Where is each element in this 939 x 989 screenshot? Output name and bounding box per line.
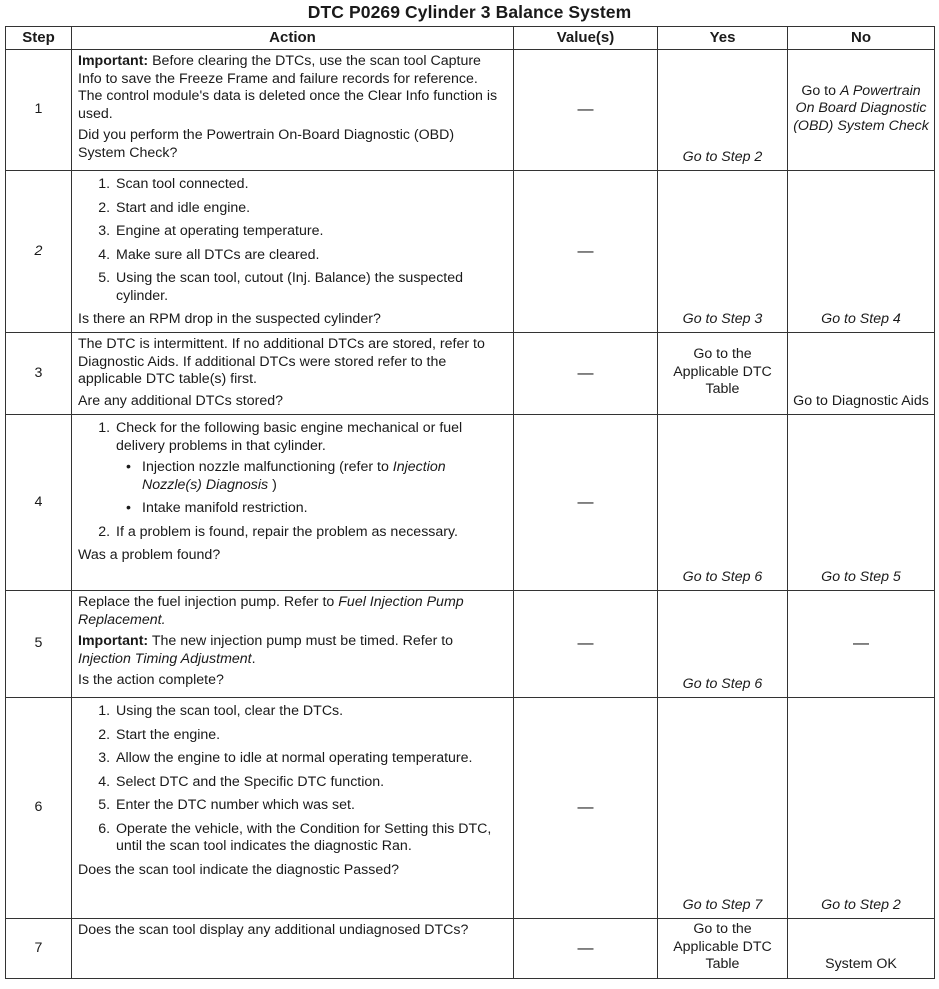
list-item-text: Check for the following basic engine mechanical or fuel delivery problems in that cylinder. xyxy=(116,420,463,454)
procedure-link[interactable]: Fuel Injection Pump Replacement. xyxy=(78,594,464,628)
no-link: System OK xyxy=(825,956,897,972)
yes-cell xyxy=(658,50,788,171)
yes-link[interactable]: Go to the Applicable DTC Table xyxy=(673,921,772,972)
yes-link[interactable]: Go to the Applicable DTC Table xyxy=(673,346,772,398)
action-cell xyxy=(72,698,514,919)
no-link[interactable]: A Powertrain On Board Diagnostic (OBD) System Check xyxy=(793,82,929,134)
action-cell xyxy=(72,415,514,591)
bullet-icon: • xyxy=(126,500,131,516)
no-link[interactable]: Go to Step 4 xyxy=(821,310,901,327)
list-item: 2. Start the engine. xyxy=(114,727,505,745)
list-item: 2. If a problem is found, repair the problem as necessary. xyxy=(114,524,505,542)
yes-cell xyxy=(658,171,788,333)
value-cell: — xyxy=(514,698,658,919)
yes-link[interactable]: Go to Step 3 xyxy=(682,310,763,327)
action-cell xyxy=(72,919,514,979)
value-cell: — xyxy=(514,415,658,591)
table-row-step-3 xyxy=(6,333,935,415)
no-link[interactable]: Go to Diagnostic Aids xyxy=(793,392,929,409)
no-cell xyxy=(788,333,935,415)
list-item: 6. Operate the vehicle, with the Condition for Setting this DTC, until the scan tool indicates the diagnostic Ran. xyxy=(114,821,505,856)
yes-cell xyxy=(658,333,788,415)
important-label: Important: xyxy=(78,633,149,649)
question-text: Does the scan tool indicate the diagnostic Passed? xyxy=(78,861,399,878)
yes-cell xyxy=(658,919,788,979)
list-item: 3. Allow the engine to idle at normal operating temperature. xyxy=(114,750,505,768)
bullet-item xyxy=(126,459,505,494)
question-text: Is the action complete? xyxy=(78,672,224,688)
action-cell xyxy=(72,171,514,333)
bullet-item xyxy=(126,500,505,518)
page-title: DTC P0269 Cylinder 3 Balance System xyxy=(307,2,632,22)
list-item: 4. Select DTC and the Specific DTC function. xyxy=(114,774,505,792)
table-row-step-4 xyxy=(6,415,935,591)
bullet-link[interactable]: Injection Nozzle(s) Diagnosis xyxy=(142,459,446,493)
yes-cell xyxy=(658,591,788,698)
step-number: 7 xyxy=(6,919,72,979)
instruction-list xyxy=(78,420,505,541)
bullet-icon: • xyxy=(126,459,131,475)
no-cell xyxy=(788,919,935,979)
table-row-step-5 xyxy=(6,591,935,698)
instruction-list xyxy=(78,176,505,305)
yes-link[interactable]: Go to Step 2 xyxy=(682,148,763,165)
action-cell xyxy=(72,591,514,698)
list-item: 2. Start and idle engine. xyxy=(114,200,505,218)
yes-cell xyxy=(658,415,788,591)
question-text: Does the scan tool display any additional undiagnosed DTCs? xyxy=(78,922,469,938)
yes-link[interactable]: Go to Step 7 xyxy=(682,896,763,913)
instruction-text xyxy=(78,594,505,629)
step-number: 1 xyxy=(6,50,72,171)
no-link[interactable]: Go to Step 2 xyxy=(821,896,901,913)
important-note xyxy=(78,633,505,668)
no-link[interactable]: Go to Step 5 xyxy=(821,568,901,585)
no-cell xyxy=(788,171,935,333)
important-text-end: . xyxy=(251,650,256,667)
step-number: 4 xyxy=(6,415,72,591)
action-cell xyxy=(72,50,514,171)
yes-link[interactable]: Go to Step 6 xyxy=(682,568,763,585)
step-number: 5 xyxy=(6,591,72,698)
value-cell: — xyxy=(514,171,658,333)
list-item: 1. Scan tool connected. xyxy=(114,176,505,194)
header-yes: Yes xyxy=(658,27,788,50)
bullet-list xyxy=(116,459,505,518)
no-cell xyxy=(788,415,935,591)
question-text: Did you perform the Powertrain On-Board Diagnostic (OBD) System Check? xyxy=(78,127,455,161)
step-number: 2 xyxy=(6,171,72,333)
list-item: 3. Engine at operating temperature. xyxy=(114,223,505,241)
important-note xyxy=(78,53,505,123)
instruction-text-plain: Replace the fuel injection pump. Refer to xyxy=(78,594,339,610)
value-cell: — xyxy=(514,591,658,698)
table-row-step-2 xyxy=(6,171,935,333)
bullet-text-end: ) xyxy=(268,476,277,493)
bullet-text: Intake manifold restriction. xyxy=(142,500,308,516)
important-text: The new injection pump must be timed. Refer to xyxy=(148,633,454,649)
step-number: 3 xyxy=(6,333,72,415)
bullet-text: Injection nozzle malfunctioning (refer to xyxy=(142,459,393,475)
header-action: Action xyxy=(72,27,514,50)
table-row-step-7 xyxy=(6,919,935,979)
question-text: Was a problem found? xyxy=(78,547,221,563)
diagnostic-table xyxy=(5,26,935,979)
no-cell xyxy=(788,698,935,919)
no-cell: — xyxy=(788,591,935,698)
important-text: Before clearing the DTCs, use the scan tool Capture Info to save the Freeze Frame and failure records for reference. The control module's data is deleted once the Clear Info function is used. xyxy=(78,53,498,122)
question-text: Are any additional DTCs stored? xyxy=(78,392,284,409)
header-row xyxy=(6,27,935,50)
table-row-step-6 xyxy=(6,698,935,919)
yes-link[interactable]: Go to Step 6 xyxy=(682,675,763,692)
question-text: Is there an RPM drop in the suspected cylinder? xyxy=(78,311,381,327)
header-step: Step xyxy=(6,27,72,50)
no-link-prefix: Go to xyxy=(801,82,840,99)
important-label: Important: xyxy=(78,53,149,69)
action-cell xyxy=(72,333,514,415)
list-item: 5. Enter the DTC number which was set. xyxy=(114,797,505,815)
list-item: 4. Make sure all DTCs are cleared. xyxy=(114,247,505,265)
instruction-text: The DTC is intermittent. If no additional DTCs are stored, refer to Diagnostic Aids. If additional DTCs were stored refer to the applicable DTC table(s) first. xyxy=(78,336,485,387)
instruction-list xyxy=(78,703,505,856)
table-row-step-1 xyxy=(6,50,935,171)
value-cell: — xyxy=(514,333,658,415)
value-cell: — xyxy=(514,50,658,171)
step-number: 6 xyxy=(6,698,72,919)
list-item: 5. Using the scan tool, cutout (Inj. Balance) the suspected cylinder. xyxy=(114,270,505,305)
list-item xyxy=(114,420,505,518)
list-item: 1. Using the scan tool, clear the DTCs. xyxy=(114,703,505,721)
header-values: Value(s) xyxy=(514,27,658,50)
yes-cell xyxy=(658,698,788,919)
value-cell: — xyxy=(514,919,658,979)
no-cell xyxy=(788,50,935,171)
procedure-link[interactable]: Injection Timing Adjustment xyxy=(78,650,252,667)
header-no: No xyxy=(788,27,935,50)
